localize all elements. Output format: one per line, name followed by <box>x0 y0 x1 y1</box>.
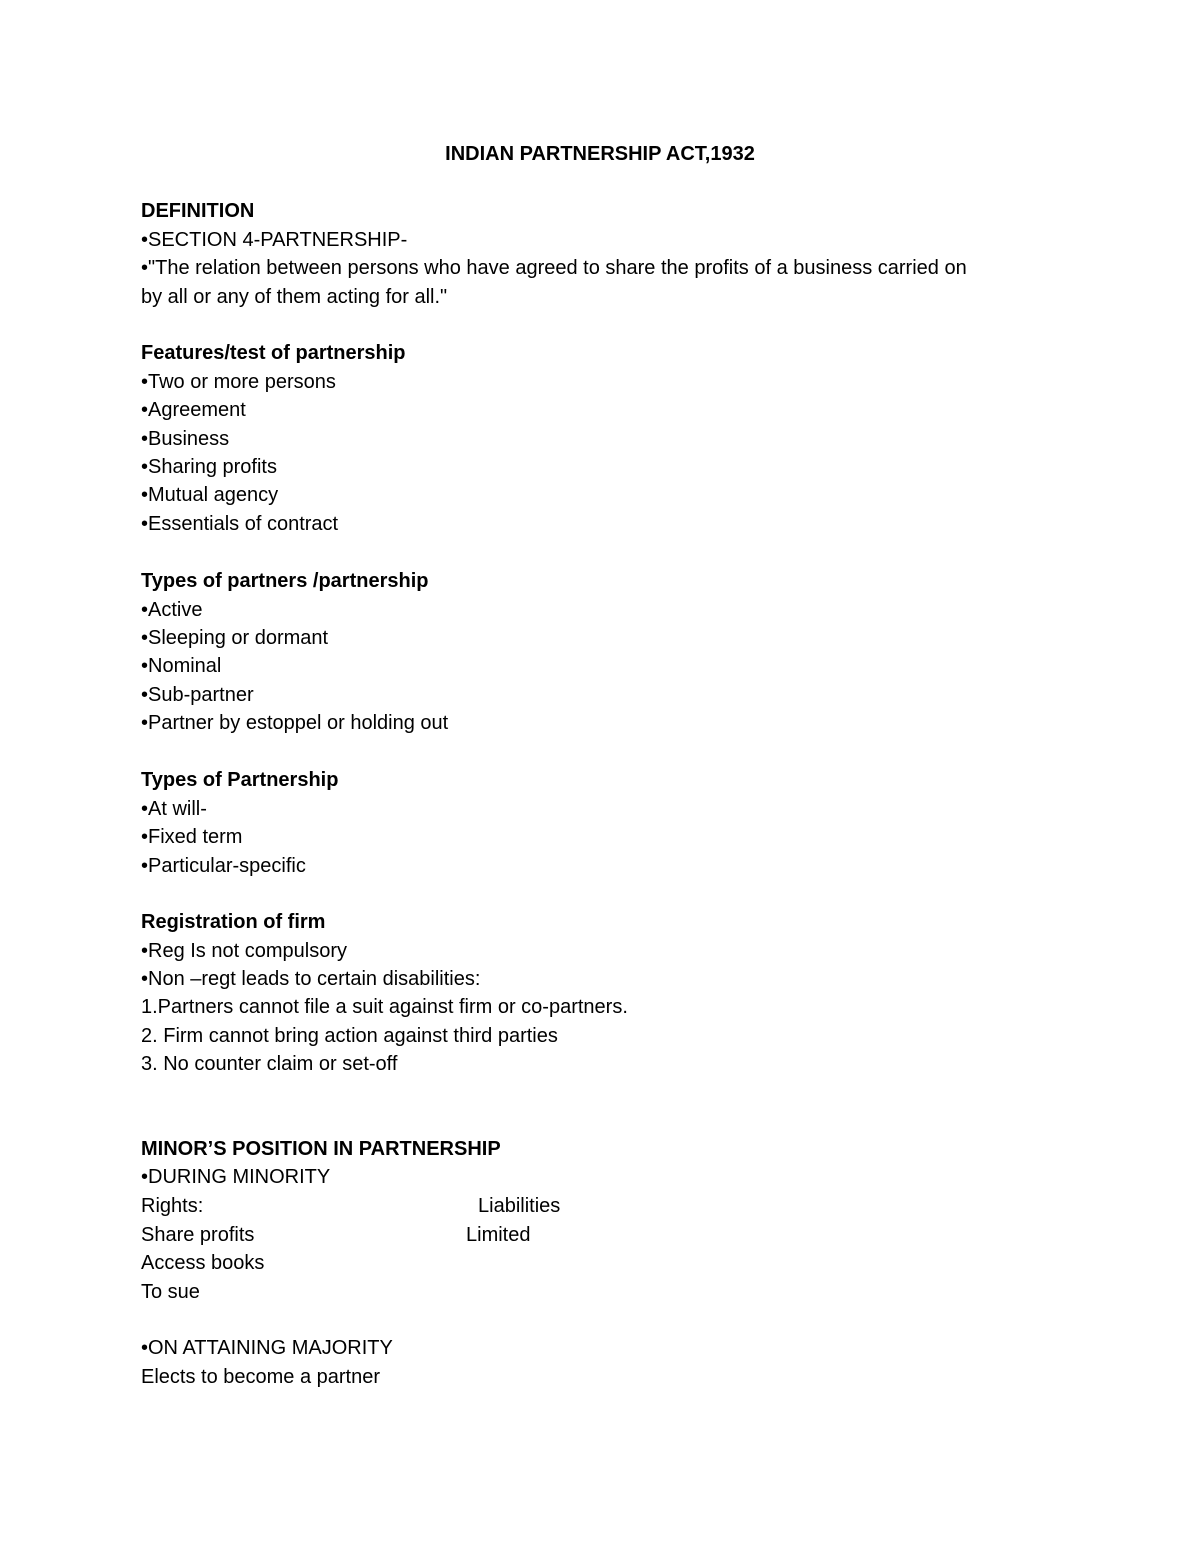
minor-liability-item: Limited <box>466 1224 531 1246</box>
minor-liabilities-label: Liabilities <box>478 1195 561 1217</box>
minor-right-item: Share profits <box>141 1224 255 1246</box>
list-item: •Mutual agency <box>141 484 279 506</box>
list-item: •Sleeping or dormant <box>141 627 329 649</box>
list-item: •Active <box>141 599 203 621</box>
minor-rights-label: Rights: <box>141 1195 204 1217</box>
list-item: •At will- <box>141 798 207 820</box>
list-item: •Fixed term <box>141 826 243 848</box>
definition-quote-line-2: by all or any of them acting for all." <box>141 286 448 308</box>
list-item: •Business <box>141 428 230 450</box>
definition-section: •SECTION 4-PARTNERSHIP- <box>141 229 408 251</box>
types-partnership-heading: Types of Partnership <box>141 769 339 791</box>
list-item: •Particular-specific <box>141 855 306 877</box>
list-item: •Sub-partner <box>141 684 254 706</box>
list-item: •Essentials of contract <box>141 513 339 535</box>
minor-heading: MINOR’S POSITION IN PARTNERSHIP <box>141 1138 501 1160</box>
list-item: •Two or more persons <box>141 371 336 393</box>
list-item: •Sharing profits <box>141 456 277 478</box>
list-item: 1.Partners cannot file a suit against firm or co-partners. <box>141 996 628 1018</box>
minor-majority-item: Elects to become a partner <box>141 1366 381 1388</box>
minor-right-item: To sue <box>141 1281 200 1303</box>
list-item: •Non –regt leads to certain disabilities: <box>141 968 481 990</box>
definition-quote-line-1: •"The relation between persons who have agreed to share the profits of a business carried on <box>141 257 967 279</box>
minor-during-minority: •DURING MINORITY <box>141 1166 331 1188</box>
features-heading: Features/test of partnership <box>141 342 406 364</box>
registration-heading: Registration of firm <box>141 911 326 933</box>
list-item: •Agreement <box>141 399 246 421</box>
list-item: •Nominal <box>141 655 222 677</box>
list-item: 2. Firm cannot bring action against third parties <box>141 1025 558 1047</box>
types-partners-heading: Types of partners /partnership <box>141 570 429 592</box>
list-item: 3. No counter claim or set-off <box>141 1053 398 1075</box>
minor-majority: •ON ATTAINING MAJORITY <box>141 1337 393 1359</box>
list-item: •Partner by estoppel or holding out <box>141 712 449 734</box>
document-title: INDIAN PARTNERSHIP ACT,1932 <box>445 143 755 165</box>
definition-heading: DEFINITION <box>141 200 255 222</box>
list-item: •Reg Is not compulsory <box>141 940 347 962</box>
minor-right-item: Access books <box>141 1252 265 1274</box>
